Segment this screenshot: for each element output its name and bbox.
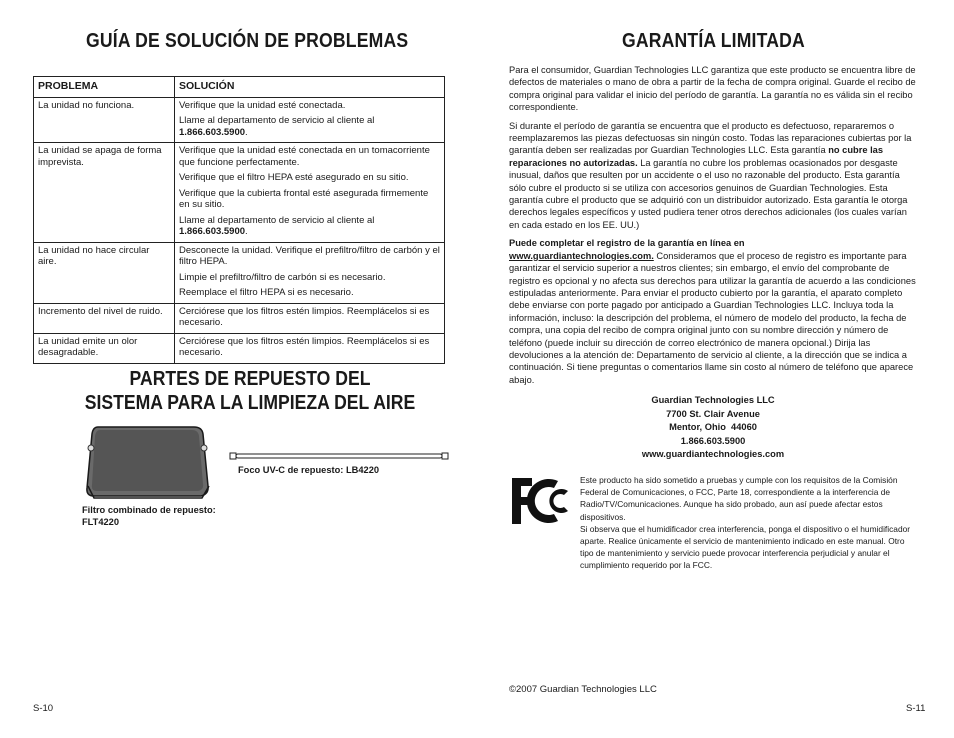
solution-line: Limpie el prefiltro/filtro de carbón si es necesario.: [179, 271, 386, 283]
fcc-logo: [510, 476, 574, 526]
warranty-title: GARANTÍA LIMITADA: [622, 30, 805, 52]
problem-cell: La unidad no hace circular aire.: [34, 242, 175, 303]
solution-cell: [175, 333, 445, 363]
solution-line: Cerciórese que los filtros estén limpios. Reemplácelos si es necesario.: [179, 305, 430, 328]
replacement-parts-title: [83, 367, 417, 415]
fcc-paragraph-2: Si observa que el humidificador crea interferencia, ponga el dispositivo o el humidificador aparte. Realice únicamente el servicio de mantenimiento indicado en este manual. Otro tipo de mantenimiento y servicio puede provocar interferencia perjudicial y anular el cumplimiento requerido por la FCC.: [580, 523, 911, 571]
table-row: [34, 242, 445, 303]
solution-cell: [175, 242, 445, 303]
troubleshooting-title: GUÍA DE SOLUCIÓN DE PROBLEMAS: [86, 30, 409, 52]
table-row: [34, 143, 445, 243]
filter-caption-line2: FLT4220: [82, 517, 120, 527]
table-header-row: [34, 77, 445, 98]
address-website[interactable]: www.guardiantechnologies.com: [641, 449, 785, 460]
column-header-problem: PROBLEMA: [34, 77, 175, 98]
warranty-paragraph-1: Para el consumidor, Guardian Technologies LLC garantiza que este producto se encuentra libre de defectos de materiales o mano de obra a partir de la fecha de compra original. Guarde el recibo de compra original para validar el inicio del período de garantía. La garantía no es válida sin el recibo correspondiente.: [509, 65, 916, 113]
replacement-parts-title-line1: PARTES DE REPUESTO DEL: [129, 368, 371, 390]
combination-filter-caption: [82, 504, 216, 528]
fcc-notice: [580, 474, 916, 572]
solution-line: Reemplace el filtro HEPA si es necesario.: [179, 287, 354, 298]
problem-cell: La unidad no funciona.: [34, 97, 175, 143]
warranty-paragraph-2: Si durante el período de garantía se encuentra que el producto es defectuoso, repararemos o reemplazaremos las piezas defectuosas sin ningún costo. Todas las reparaciones cubiertas por la garantía deben ser realizadas por Guardian Technologies LLC. Esta garantía no cubre las reparaciones no autorizadas. La garantía no cubre los problemas ocasionados por desgaste inusual, daños que resulten por un accidente o el uso no razonable del producto. Esta garantía sólo cubre el producto si se utiliza con accesorios genuinos de Guardian Technologies. Esta garantía cubre el producto que se adquirió con un distribuidor autorizado. Esta garantía le otorga derechos legales específicos y usted pudiera tener otros derechos adicionales (los cuales varían en cada estado en los EE. UU.): [509, 120, 912, 230]
column-header-solution: SOLUCIÓN: [175, 77, 445, 98]
warranty-body: [509, 64, 917, 392]
address-city: Mentor, Ohio 44060: [669, 422, 757, 433]
table-row: [34, 303, 445, 333]
address-street: 7700 St. Clair Avenue: [666, 408, 760, 419]
solution-cell: [175, 97, 445, 143]
filter-caption-line1: Filtro combinado de repuesto:: [82, 505, 216, 515]
table-row: [34, 97, 445, 143]
solution-cell: [175, 143, 445, 243]
uvc-bulb-image: [229, 449, 451, 463]
copyright: ©2007 Guardian Technologies LLC: [509, 684, 657, 695]
problem-cell: La unidad se apaga de forma imprevista.: [34, 143, 175, 243]
solution-line: Desconecte la unidad. Verifique el prefiltro/filtro de carbón y el filtro HEPA.: [179, 244, 440, 267]
problem-cell: Incremento del nivel de ruido.: [34, 303, 175, 333]
solution-line: Verifique que la unidad esté conectada.: [179, 99, 346, 111]
combination-filter-image: [82, 424, 214, 504]
troubleshooting-table: [33, 76, 445, 364]
problem-cell: La unidad emite un olor desagradable.: [34, 333, 175, 363]
replacement-parts-title-line2: SISTEMA PARA LA LIMPIEZA DEL AIRE: [84, 392, 416, 414]
table-row: [34, 333, 445, 363]
company-address: [509, 394, 917, 462]
page-number-left: S-10: [33, 703, 54, 714]
page-number-right: S-11: [906, 703, 926, 714]
solution-line: Llame al departamento de servicio al cliente al 1.866.603.5900.: [179, 115, 375, 138]
solution-line: Llame al departamento de servicio al cliente al 1.866.603.5900.: [179, 214, 375, 237]
solution-line: Verifique que el filtro HEPA esté asegurado en su sitio.: [179, 172, 409, 183]
warranty-registration-link[interactable]: www.guardiantechnologies.com.: [509, 250, 654, 261]
address-phone: 1.866.603.5900: [680, 435, 746, 446]
solution-cell: [175, 303, 445, 333]
uvc-bulb-caption: Foco UV-C de repuesto: LB4220: [238, 465, 380, 475]
fcc-paragraph-1: Este producto ha sido sometido a pruebas y cumple con los requisitos de la Comisión Federal de Comunicaciones, o FCC, Parte 18, correspondiente a la interferencia de Radio/TV/Comunicaciones. Aunque ha sido probado, aun así puede afectar estos dispositivos.: [580, 475, 898, 522]
address-company: Guardian Technologies LLC: [651, 395, 775, 405]
solution-line: Verifique que la unidad esté conectada en un tomacorriente que funcione perfectamente.: [179, 145, 430, 168]
solution-line: Cerciórese que los filtros estén limpios. Reemplácelos si es necesario.: [179, 335, 430, 358]
warranty-paragraph-3: Puede completar el registro de la garantía en línea en www.guardiantechnologies.com. Consideramos que el proceso de registro es importante para garantizar el servicio superior a nuestros clientes; sin embargo, el envío del comprobante de registro es opcional y no afecta sus derechos para utilizar la garantía de acuerdo a las condiciones estipuladas anteriormente. Para enviar el producto cubierto por la garantía, el aparato completo debe enviarse con porte pagado por anticipado a Guardian Technologies LLC. Incluya toda la información, incluso: la descripción del problema, el número de modelo del producto, la fecha de compra, una copia del recibo de compra original junto con su nombre dirección y número de teléfono (puede incluir su dirección de correo electrónico de manera opcional.) Dirija las devoluciones a la atención de: Departamento de servicio al cliente, a la dirección que se indica a continuación. Si tiene preguntas o comentarios llame sin costo al número de teléfono que aparece abajo.: [509, 238, 916, 385]
solution-line: Verifique que la cubierta frontal esté asegurada firmemente en su sitio.: [179, 187, 429, 210]
